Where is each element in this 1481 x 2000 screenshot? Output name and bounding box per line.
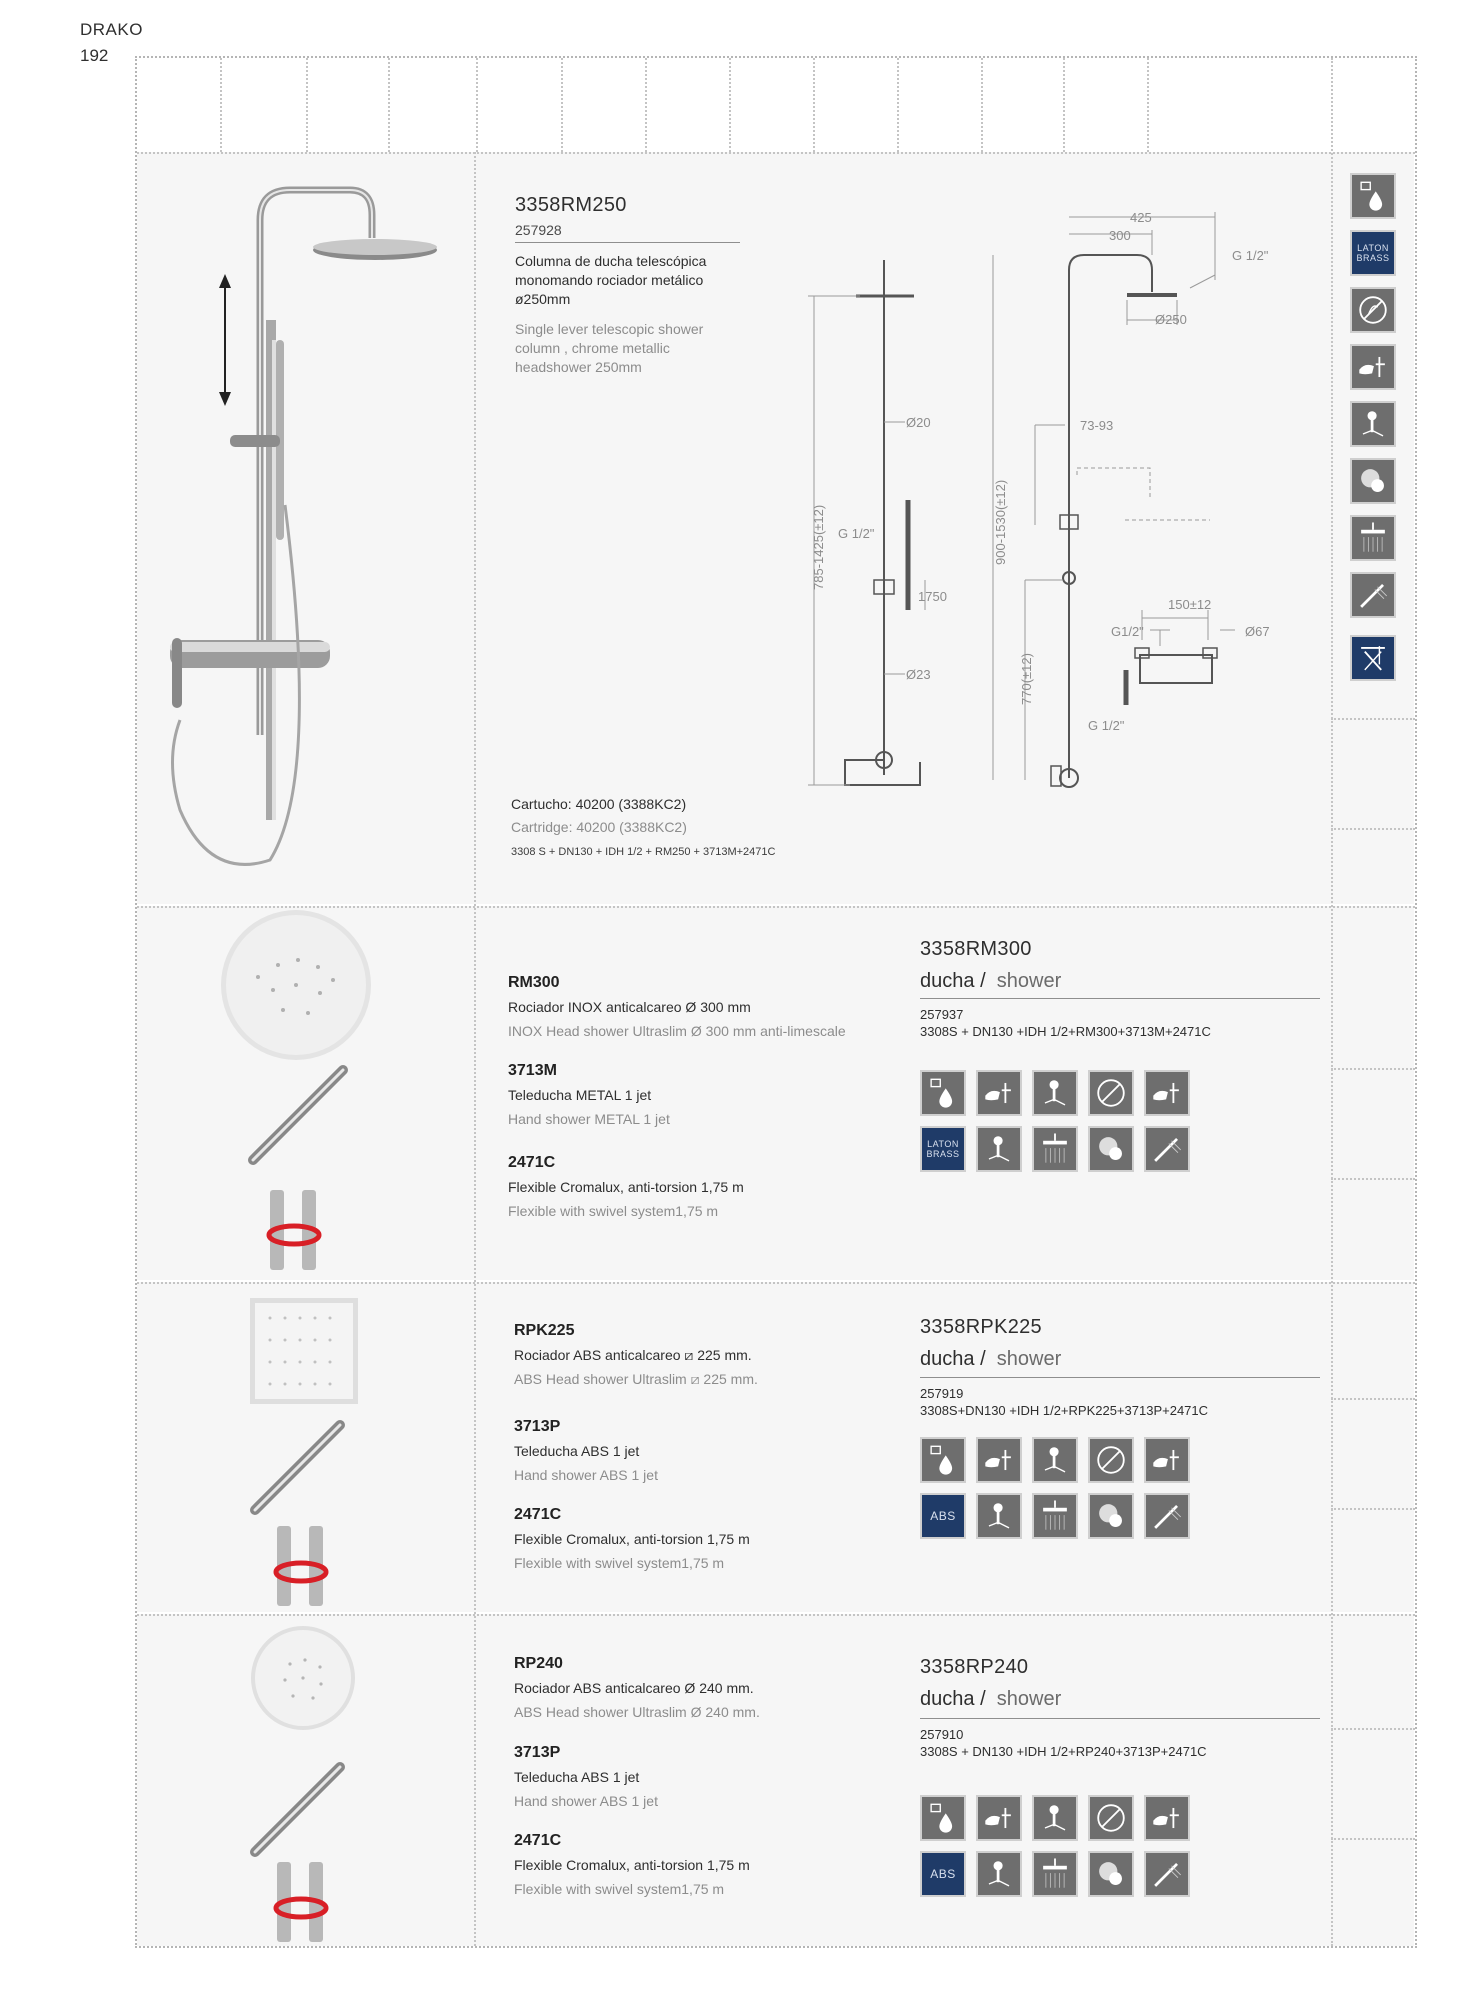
head-shower-jets-icon [1350,458,1396,504]
rp240-part-2-code: 3713P [514,1744,561,1761]
rpk225-part-1-code: RPK225 [514,1322,575,1339]
dim-g12-valve: G1/2" [1111,624,1144,639]
rpk225-part-3-code: 2471C [514,1506,562,1523]
head-shower-jets-icon [1088,1851,1134,1897]
no-fingerprint-icon [1088,1795,1134,1841]
rpk225-part-2-en: Hand shower ABS 1 jet [514,1467,658,1483]
anti-limescale-drop-icon [1350,173,1396,219]
rpk225-part-1-es: Rociador ABS anticalcareo ⧄ 225 mm. [514,1347,752,1363]
telescopic-shower-icon [976,1851,1022,1897]
page-number: 192 [80,46,109,65]
rpk225-part-3-en: Flexible with swivel system1,75 m [514,1555,725,1571]
dim-g12-left: G 1/2" [838,526,875,541]
rm300-part-1-es: Rociador INOX anticalcareo Ø 300 mm [508,999,751,1015]
dim-300: 300 [1109,228,1131,243]
rm300-rule [920,998,1320,999]
hand-shower-wand-icon [1144,1851,1190,1897]
hand-shower-tap-icon [976,1795,1022,1841]
rp240-code: 3358RP240 [920,1656,1029,1678]
anti-limescale-drop-icon [920,1070,966,1116]
rpk225-part-1-en: ABS Head shower Ultraslim ⧄ 225 mm. [514,1371,758,1387]
main-product-composition: 3308 S + DN130 + IDH 1/2 + RM250 + 3713M+2471C [511,846,776,858]
telescopic-shower-icon [1032,1795,1078,1841]
abs-badge: ABS [920,1493,966,1539]
dim-g12-top: G 1/2" [1232,248,1269,263]
dim-1750: 1750 [918,589,947,604]
rpk225-part-3-es: Flexible Cromalux, anti-torsion 1,75 m [514,1531,750,1547]
rm300-parts-photo [218,905,378,1280]
telescopic-shower-icon [1032,1437,1078,1483]
rp240-ref: 257910 [920,1727,964,1742]
rm300-part-2-en: Hand shower METAL 1 jet [508,1111,670,1127]
telescopic-shower-icon [1350,401,1396,447]
main-product-rule [515,242,740,243]
rm300-part-2-es: Teleducha METAL 1 jet [508,1087,652,1103]
no-fingerprint-icon [1088,1070,1134,1116]
hand-shower-tap-icon [1144,1437,1190,1483]
main-product-desc-es: Columna de ducha telescópica monomando rociador metálico ø250mm [515,253,707,307]
dim-d250: Ø250 [1155,312,1187,327]
dim-150: 150±12 [1168,597,1212,612]
rp240-parts-photo [225,1622,375,1942]
no-fingerprint-icon [1088,1437,1134,1483]
head-shower-jets-icon [1088,1126,1134,1172]
rain-shower-icon [1350,515,1396,561]
rp240-rule [920,1718,1320,1719]
rm300-part-1-en: INOX Head shower Ultraslim Ø 300 mm anti-limescale [508,1023,846,1039]
anti-limescale-drop-icon [920,1795,966,1841]
rp240-part-3-en: Flexible with swivel system1,75 m [514,1881,725,1897]
rain-shower-icon [1032,1126,1078,1172]
rp240-part-2-en: Hand shower ABS 1 jet [514,1793,658,1809]
rp240-category: ducha / shower [920,1688,1062,1710]
shower-column-photo [150,160,470,890]
swivel-hose-icon [1350,635,1396,681]
technical-drawing-front [985,200,1285,800]
rp240-composition: 3308S + DN130 +IDH 1/2+RP240+3713P+2471C [920,1744,1207,1759]
rpk225-part-2-es: Teleducha ABS 1 jet [514,1443,640,1459]
rpk225-part-2-code: 3713P [514,1418,561,1435]
telescopic-shower-icon [1032,1070,1078,1116]
main-product-desc-en: Single lever telescopic shower column , chrome metallic headshower 250mm [515,321,704,375]
rpk225-rule [920,1377,1320,1378]
dim-770: 770(±12) [1019,653,1034,705]
rain-shower-icon [1032,1493,1078,1539]
hand-shower-tap-icon [976,1070,1022,1116]
abs-badge: ABS [920,1851,966,1897]
rp240-part-3-code: 2471C [514,1832,562,1849]
rm300-ref: 257937 [920,1007,964,1022]
rm300-category: ducha / shower [920,970,1062,992]
cartridge-es: Cartucho: 40200 (3388KC2) [511,796,687,812]
rm300-part-1-code: RM300 [508,974,560,991]
dim-g12-bottom: G 1/2" [1088,718,1125,733]
rp240-part-2-es: Teleducha ABS 1 jet [514,1769,640,1785]
head-shower-jets-icon [1088,1493,1134,1539]
dim-d23: Ø23 [906,667,931,682]
hand-shower-tap-icon [976,1437,1022,1483]
rpk225-ref: 257919 [920,1386,964,1401]
rm300-part-3-code: 2471C [508,1154,556,1171]
main-product-ref: 257928 [515,222,562,238]
rm300-part-3-es: Flexible Cromalux, anti-torsion 1,75 m [508,1179,744,1195]
hand-shower-tap-icon [1144,1795,1190,1841]
cartridge-en: Cartridge: 40200 (3388KC2) [511,819,687,835]
main-product-code: 3358RM250 [515,194,627,216]
telescopic-shower-icon [976,1126,1022,1172]
rp240-part-3-es: Flexible Cromalux, anti-torsion 1,75 m [514,1857,750,1873]
no-fingerprint-icon [1350,287,1396,333]
rm300-part-2-code: 3713M [508,1062,557,1079]
rm300-composition: 3308S + DN130 +IDH 1/2+RM300+3713M+2471C [920,1024,1211,1039]
rpk225-category: ducha / shower [920,1348,1062,1370]
telescopic-shower-icon [976,1493,1022,1539]
hand-shower-wand-icon [1144,1126,1190,1172]
rain-shower-icon [1032,1851,1078,1897]
hand-shower-wand-icon [1144,1493,1190,1539]
technical-drawing-side [780,250,980,800]
dim-d20: Ø20 [906,415,931,430]
hand-shower-tap-icon [1350,344,1396,390]
dim-73-93: 73-93 [1080,418,1114,433]
laton-brass-badge: LATON BRASS [920,1126,966,1172]
laton-brass-badge: LATON BRASS [1350,230,1396,276]
hand-shower-wand-icon [1350,572,1396,618]
rp240-part-1-es: Rociador ABS anticalcareo Ø 240 mm. [514,1680,754,1696]
dim-425: 425 [1130,210,1152,225]
rp240-part-1-code: RP240 [514,1655,563,1672]
brand-name: DRAKO [80,20,143,39]
rm300-code: 3358RM300 [920,938,1032,960]
rpk225-composition: 3308S+DN130 +IDH 1/2+RPK225+3713P+2471C [920,1403,1209,1418]
dim-range-right: 900-1530(±12) [993,479,1008,565]
rp240-part-1-en: ABS Head shower Ultraslim Ø 240 mm. [514,1704,760,1720]
anti-limescale-drop-icon [920,1437,966,1483]
rpk225-code: 3358RPK225 [920,1316,1042,1338]
dim-d67: Ø67 [1245,624,1270,639]
rpk225-parts-photo [225,1290,375,1610]
rm300-part-3-en: Flexible with swivel system1,75 m [508,1203,719,1219]
hand-shower-tap-icon [1144,1070,1190,1116]
dim-range-left: 785-1425(±12) [811,504,826,590]
